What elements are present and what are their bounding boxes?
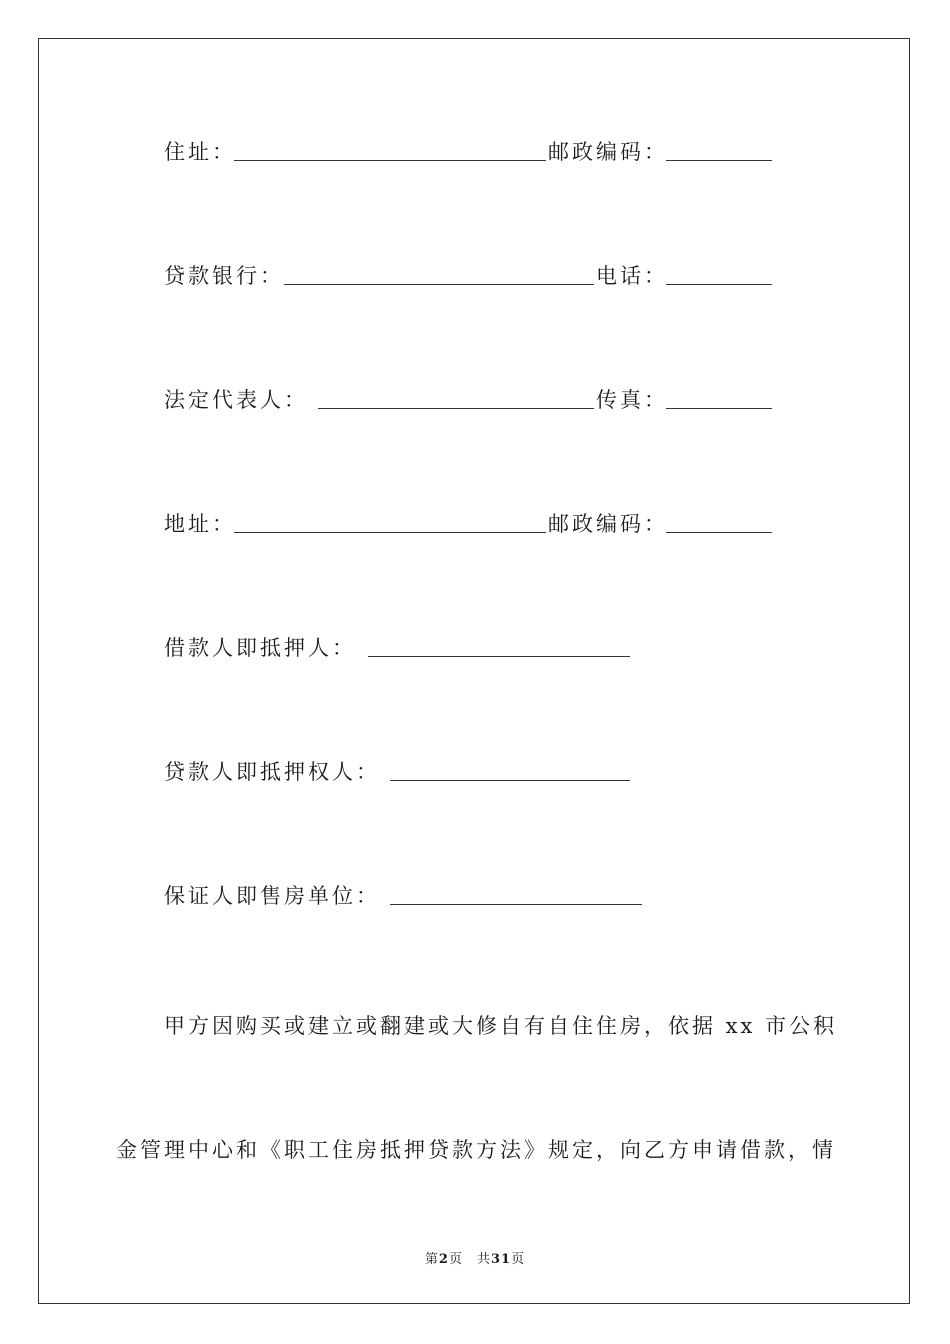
postcode2-blank[interactable] [666,508,772,533]
location-blank[interactable] [234,508,546,533]
footer-prefix: 第 [424,1252,439,1267]
page-footer [0,1248,950,1267]
postcode2-label: 邮政编码： [548,512,668,536]
phone-label: 电话： [596,264,668,288]
borrower-blank[interactable] [368,632,630,657]
guarantor-blank[interactable] [390,880,642,905]
lender-label: 贷款人即抵押权人： [164,760,380,784]
paragraph-line-1: 甲方因购买或建立或翻建或大修自有自住住房，依据 xx 市公积 [164,1014,838,1038]
legal-rep-label: 法定代表人： [164,388,308,412]
address-label: 住址： [164,140,236,164]
bank-blank[interactable] [284,260,594,285]
bank-label: 贷款银行： [164,264,284,288]
footer-total-pages: 31 [490,1252,512,1267]
fax-blank[interactable] [666,384,772,409]
location-label: 地址： [164,512,236,536]
fax-label: 传真： [596,388,668,412]
phone-blank[interactable] [666,260,772,285]
footer-suffix: 页 [511,1252,526,1267]
legal-rep-blank[interactable] [318,384,594,409]
paragraph-line-2: 金管理中心和《职工住房抵押贷款方法》规定，向乙方申请借款，情 [116,1138,836,1162]
postcode-blank[interactable] [666,136,772,161]
address-blank[interactable] [234,136,546,161]
postcode-label: 邮政编码： [548,140,668,164]
lender-blank[interactable] [390,756,630,781]
page-frame [38,38,910,1304]
footer-page-number: 2 [438,1252,449,1267]
footer-mid: 页 共 [448,1252,491,1267]
guarantor-label: 保证人即售房单位： [164,884,380,908]
borrower-label: 借款人即抵押人： [164,636,356,660]
